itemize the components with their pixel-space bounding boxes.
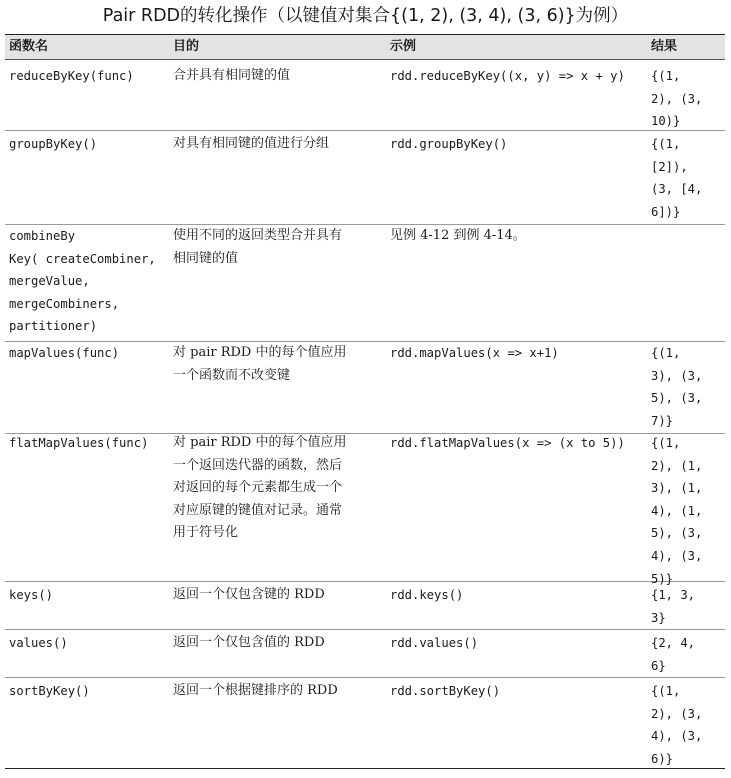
example-cell: rdd.keys() — [390, 588, 464, 602]
example-cell: rdd.reduceByKey((x, y) => x + y) — [390, 69, 625, 83]
function-name-cell: reduceByKey(func) — [9, 69, 134, 83]
purpose-cell: 对具有相同键的值进行分组 — [173, 136, 330, 151]
table-row — [5, 630, 725, 678]
result-cell: {(1, 3), (3, 5), (3, 7)} — [651, 346, 703, 428]
table-row — [5, 61, 725, 131]
column-header-purpose: 目的 — [173, 39, 200, 54]
purpose-cell: 对 pair RDD 中的每个值应用 一个函数而不改变键 — [173, 345, 347, 383]
function-name-cell: sortByKey() — [9, 684, 90, 698]
purpose-cell: 使用不同的返回类型合并具有 相同键的值 — [173, 228, 343, 266]
result-cell: {1, 3, 3} — [651, 588, 696, 625]
purpose-cell: 返回一个根据键排序的 RDD — [173, 683, 338, 698]
table-row — [5, 434, 725, 586]
result-cell: {2, 4, 6} — [651, 636, 696, 673]
table-title: Pair RDD的转化操作（以键值对集合{(1, 2), (3, 4), (3, 6)}为例） — [102, 6, 629, 26]
table-row — [5, 225, 725, 342]
example-cell: rdd.flatMapValues(x => (x to 5)) — [390, 436, 625, 450]
column-header-example: 示例 — [390, 39, 417, 54]
result-cell: {(1, [2]), (3, [4, 6])} — [651, 137, 703, 219]
function-name-cell: flatMapValues(func) — [9, 436, 149, 450]
example-cell: rdd.sortByKey() — [390, 684, 501, 698]
function-name-cell: values() — [9, 636, 68, 650]
function-name-cell: mapValues(func) — [9, 346, 120, 360]
result-cell: {(1, 2), (3, 4), (3, 6)} — [651, 684, 703, 766]
function-name-cell: combineBy Key( createCombiner, mergeValue, mergeCombiners, partitioner) — [9, 229, 156, 334]
purpose-cell: 合并具有相同键的值 — [173, 68, 291, 83]
purpose-cell: 对 pair RDD 中的每个值应用 一个返回迭代器的函数，然后 对返回的每个元素都生成一个 对应原键的键值对记录。通常 用于符号化 — [173, 435, 347, 541]
example-cell: rdd.groupByKey() — [390, 137, 508, 151]
table-row — [5, 342, 725, 434]
table-row — [5, 678, 725, 766]
function-name-cell: groupByKey() — [9, 137, 98, 151]
result-cell: {(1, 2), (3, 10)} — [651, 69, 703, 129]
column-header-result: 结果 — [651, 39, 678, 54]
table-header-row — [5, 35, 725, 60]
function-name-cell: keys() — [9, 588, 54, 602]
example-cell: 见例 4-12 到例 4-14。 — [390, 228, 526, 243]
example-cell: rdd.values() — [390, 636, 479, 650]
purpose-cell: 返回一个仅包含值的 RDD — [173, 635, 325, 650]
table-row — [5, 131, 725, 225]
column-header-function-name: 函数名 — [9, 39, 49, 54]
example-cell: rdd.mapValues(x => x+1) — [390, 346, 559, 360]
pair-rdd-transformations-table — [5, 34, 725, 769]
result-cell: {(1, 2), (1, 3), (1, 4), (1, 5), (3, 4), (3, 5)} — [651, 436, 703, 586]
purpose-cell: 返回一个仅包含键的 RDD — [173, 587, 325, 602]
table-row — [5, 582, 725, 630]
